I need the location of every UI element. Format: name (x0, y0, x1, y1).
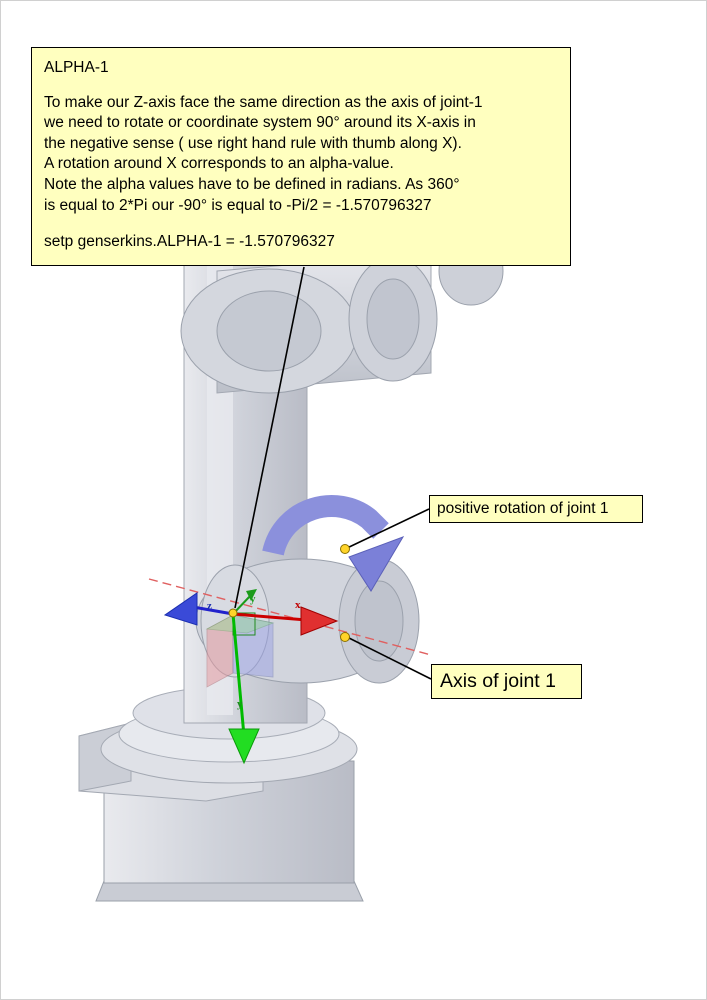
alpha-1-note-line-3: the negative sense ( use right hand rule with thumb along X). (44, 134, 462, 152)
alpha-1-note-line-6: is equal to 2*Pi our -90° is equal to -Pi/2 = -1.570796327 (44, 196, 432, 214)
alpha-1-note-line-2: we need to rotate or coordinate system 90° around its X-axis in (44, 114, 476, 132)
alpha-1-note-title: ALPHA-1 (44, 59, 109, 76)
alpha-1-note-line-5: Note the alpha values have to be defined in radians. As 360° (44, 176, 460, 194)
axis-label-x: x (295, 599, 301, 611)
label-positive-rotation: positive rotation of joint 1 (429, 495, 643, 523)
alpha-1-note-line-4: A rotation around X corresponds to an alpha-value. (44, 155, 394, 173)
axis-label-y: y (237, 698, 243, 710)
alpha-1-note-line-1: To make our Z-axis face the same direction as the axis of joint-1 (44, 93, 483, 111)
label-axis-of-joint-1: Axis of joint 1 (431, 664, 582, 699)
alpha-1-setp-command: setp genserkins.ALPHA-1 = -1.570796327 (44, 233, 335, 251)
axis-label-y-up: y (250, 593, 256, 605)
axis-label-z: z (207, 600, 212, 612)
alpha-1-note-box (31, 47, 571, 266)
